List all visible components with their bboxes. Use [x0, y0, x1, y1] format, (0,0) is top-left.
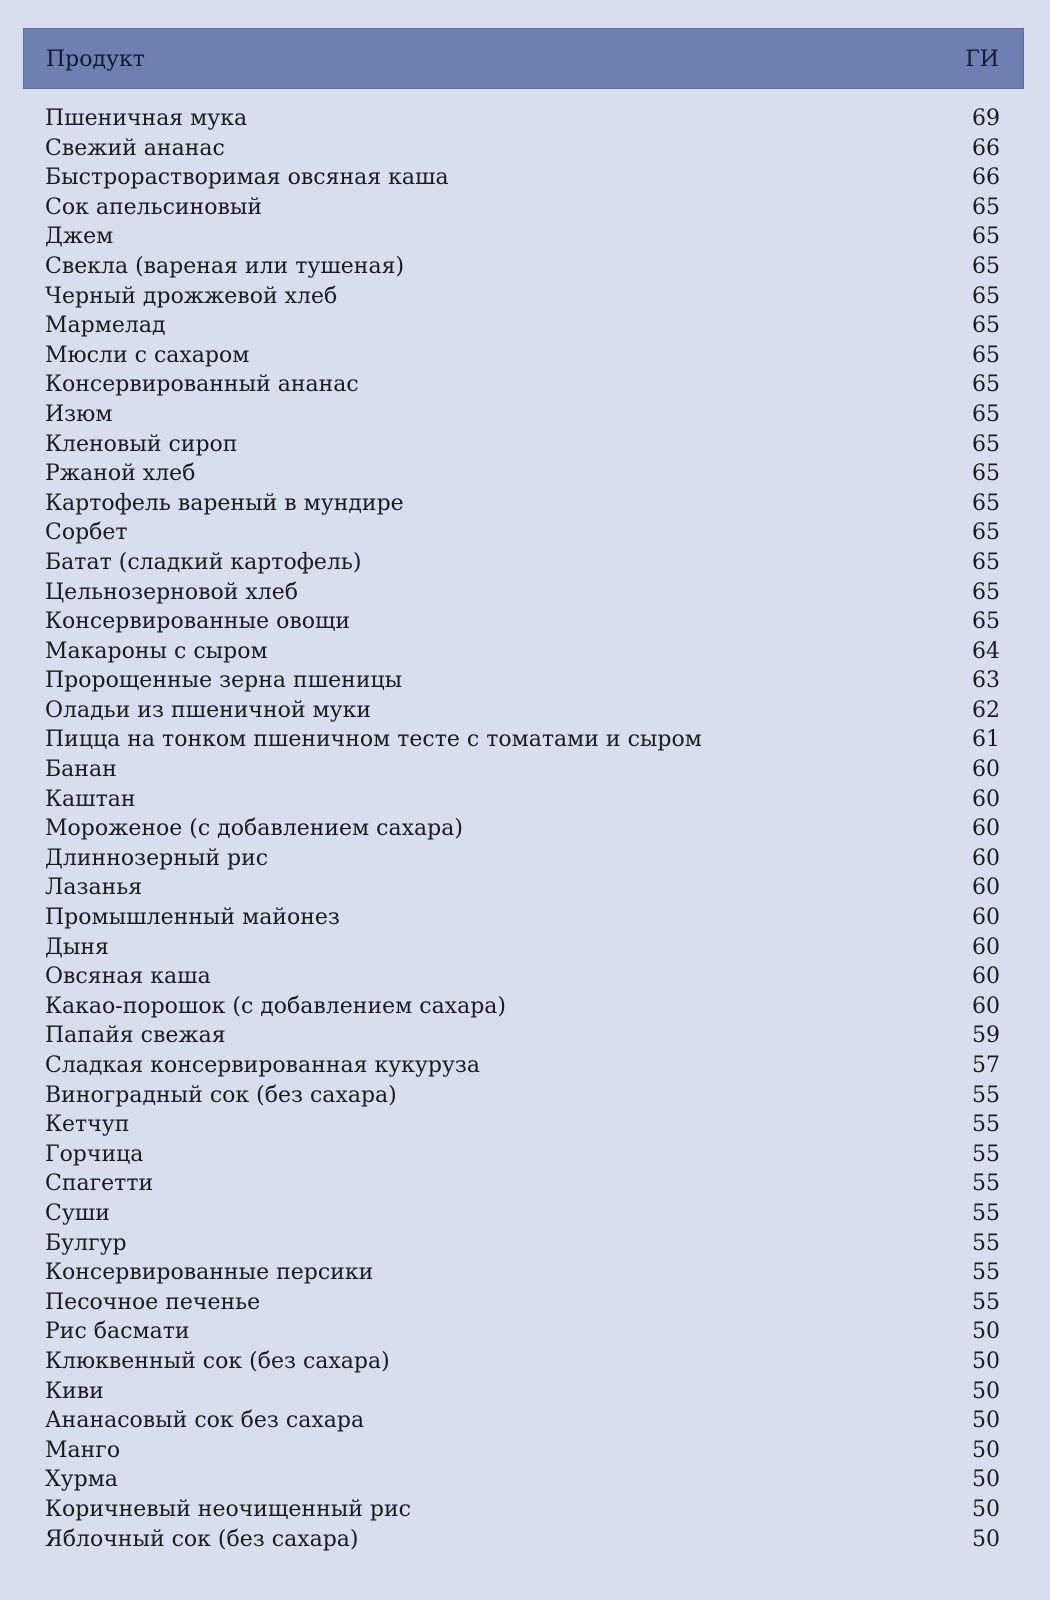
table-row: [23, 1288, 1024, 1318]
product-name: Джем: [45, 224, 114, 250]
table-row: [23, 785, 1024, 815]
table-row: [23, 311, 1024, 341]
gi-value: 65: [972, 372, 1000, 398]
gi-value: 65: [972, 401, 1000, 427]
gi-value: 50: [972, 1496, 1000, 1522]
product-name: Консервированные овощи: [45, 609, 351, 635]
table-row: [23, 163, 1024, 193]
gi-value: 50: [972, 1378, 1000, 1404]
table-body: [23, 104, 1024, 1554]
product-name: Какао-порошок (с добавлением сахара): [45, 993, 506, 1019]
product-name: Свежий ананас: [45, 135, 225, 161]
table-row: [23, 814, 1024, 844]
gi-value: 60: [972, 964, 1000, 990]
table-row: [23, 992, 1024, 1022]
table-row: [23, 578, 1024, 608]
product-name: Мороженое (с добавлением сахара): [45, 816, 463, 842]
product-name: Сладкая консервированная кукуруза: [45, 1053, 481, 1078]
table-row: [23, 430, 1024, 460]
table-row: [23, 518, 1024, 548]
gi-value: 66: [972, 135, 1000, 161]
gi-value: 65: [972, 579, 1000, 605]
gi-value: 65: [972, 313, 1000, 339]
gi-value: 50: [972, 1408, 1000, 1434]
product-name: Батат (сладкий картофель): [45, 549, 362, 575]
gi-value: 50: [972, 1319, 1000, 1345]
product-name: Лазанья: [45, 875, 143, 901]
product-name: Хурма: [45, 1467, 118, 1493]
gi-value: 55: [972, 1141, 1000, 1167]
gi-value: 65: [972, 224, 1000, 250]
gi-table: [23, 28, 1024, 1554]
product-name: Горчица: [45, 1141, 144, 1167]
table-row: [23, 1347, 1024, 1377]
product-name: Манго: [45, 1437, 121, 1463]
table-row: [23, 755, 1024, 785]
gi-value: 65: [972, 253, 1000, 279]
table-row: [23, 400, 1024, 430]
gi-value: 65: [972, 283, 1000, 309]
product-name: Мюсли с сахаром: [45, 342, 250, 368]
gi-value: 65: [972, 549, 1000, 575]
gi-value: 64: [972, 638, 1000, 664]
table-row: [23, 1169, 1024, 1199]
product-name: Рис басмати: [45, 1319, 190, 1345]
product-name: Консервированные персики: [45, 1260, 374, 1286]
product-name: Изюм: [45, 401, 113, 427]
gi-value: 60: [972, 757, 1000, 783]
table-row: [23, 252, 1024, 282]
gi-value: 50: [972, 1437, 1000, 1463]
table-row: [23, 933, 1024, 963]
product-name: Промышленный майонез: [45, 905, 340, 931]
product-name: Дыня: [45, 934, 109, 960]
product-name: Оладьи из пшеничной муки: [45, 697, 372, 723]
product-name: Песочное печенье: [45, 1289, 261, 1315]
table-row: [23, 1081, 1024, 1111]
table-row: [23, 1199, 1024, 1229]
gi-value: 65: [972, 431, 1000, 457]
gi-value: 60: [972, 816, 1000, 842]
table-row: [23, 1465, 1024, 1495]
table-row: [23, 903, 1024, 933]
product-name: Клюквенный сок (без сахара): [45, 1348, 390, 1374]
product-name: Цельнозерновой хлеб: [45, 579, 299, 605]
gi-value: 65: [972, 342, 1000, 368]
table-row: [23, 282, 1024, 312]
table-row: [23, 222, 1024, 252]
product-name: Пицца на тонком пшеничном тесте с томатами и сыром: [45, 727, 702, 753]
table-row: [23, 844, 1024, 874]
gi-value: 55: [972, 1171, 1000, 1197]
column-header-product: Продукт: [46, 47, 145, 72]
table-row: [23, 1525, 1024, 1555]
gi-value: 55: [972, 1082, 1000, 1108]
product-name: Консервированный ананас: [45, 372, 359, 398]
table-row: [23, 459, 1024, 489]
product-name: Длиннозерный рис: [45, 845, 269, 871]
gi-value: 50: [972, 1467, 1000, 1493]
table-row: [23, 725, 1024, 755]
gi-value: 55: [972, 1200, 1000, 1226]
gi-value: 61: [972, 727, 1000, 753]
table-row: [23, 1258, 1024, 1288]
product-name: Банан: [45, 757, 117, 783]
product-name: Суши: [45, 1200, 110, 1226]
gi-value: 65: [972, 194, 1000, 220]
gi-value: 55: [972, 1230, 1000, 1256]
gi-value: 66: [972, 165, 1000, 191]
product-name: Овсяная каша: [45, 964, 211, 990]
table-row: [23, 104, 1024, 134]
table-row: [23, 1140, 1024, 1170]
table-row: [23, 666, 1024, 696]
table-row: [23, 1051, 1024, 1081]
table-row: [23, 1406, 1024, 1436]
product-name: Свекла (вареная или тушеная): [45, 253, 405, 279]
table-row: [23, 1021, 1024, 1051]
table-row: [23, 1436, 1024, 1466]
gi-value: 60: [972, 934, 1000, 960]
product-name: Быстрорастворимая овсяная каша: [45, 165, 449, 191]
product-name: Сорбет: [45, 520, 128, 546]
table-row: [23, 607, 1024, 637]
column-header-gi: ГИ: [965, 47, 999, 72]
table-header: [23, 28, 1024, 89]
product-name: Ржаной хлеб: [45, 461, 196, 487]
gi-value: 62: [972, 697, 1000, 723]
table-row: [23, 370, 1024, 400]
product-name: Сок апельсиновый: [45, 194, 263, 220]
product-name: Каштан: [45, 786, 136, 812]
table-row: [23, 1317, 1024, 1347]
gi-value: 55: [972, 1289, 1000, 1315]
table-row: [23, 637, 1024, 667]
table-row: [23, 341, 1024, 371]
product-name: Булгур: [45, 1230, 127, 1256]
table-row: [23, 873, 1024, 903]
product-name: Картофель вареный в мундире: [45, 490, 404, 516]
product-name: Макароны с сыром: [45, 638, 268, 664]
gi-value: 63: [972, 668, 1000, 694]
gi-value: 57: [972, 1053, 1000, 1078]
table-row: [23, 1495, 1024, 1525]
table-row: [23, 962, 1024, 992]
gi-value: 55: [972, 1112, 1000, 1138]
gi-value: 65: [972, 490, 1000, 516]
product-name: Ананасовый сок без сахара: [45, 1408, 365, 1434]
table-row: [23, 1110, 1024, 1140]
product-name: Папайя свежая: [45, 1023, 226, 1049]
gi-value: 55: [972, 1260, 1000, 1286]
product-name: Киви: [45, 1378, 104, 1404]
table-row: [23, 134, 1024, 164]
table-row: [23, 1377, 1024, 1407]
gi-value: 50: [972, 1348, 1000, 1374]
table-row: [23, 1229, 1024, 1259]
product-name: Яблочный сок (без сахара): [45, 1526, 359, 1552]
table-row: [23, 548, 1024, 578]
gi-value: 60: [972, 905, 1000, 931]
table-row: [23, 489, 1024, 519]
gi-value: 60: [972, 786, 1000, 812]
product-name: Кленовый сироп: [45, 431, 238, 457]
gi-value: 50: [972, 1526, 1000, 1552]
table-row: [23, 193, 1024, 223]
product-name: Коричневый неочищенный рис: [45, 1496, 411, 1522]
gi-value: 60: [972, 993, 1000, 1019]
product-name: Мармелад: [45, 313, 166, 339]
gi-value: 65: [972, 609, 1000, 635]
gi-value: 69: [972, 106, 1000, 131]
product-name: Пророщенные зерна пшеницы: [45, 668, 403, 694]
gi-value: 65: [972, 461, 1000, 487]
gi-value: 60: [972, 875, 1000, 901]
product-name: Пшеничная мука: [45, 106, 248, 131]
product-name: Черный дрожжевой хлеб: [45, 283, 338, 309]
product-name: Кетчуп: [45, 1112, 130, 1138]
gi-value: 60: [972, 845, 1000, 871]
table-row: [23, 696, 1024, 726]
product-name: Виноградный сок (без сахара): [45, 1082, 397, 1108]
product-name: Спагетти: [45, 1171, 154, 1197]
gi-value: 65: [972, 520, 1000, 546]
gi-value: 59: [972, 1023, 1000, 1049]
